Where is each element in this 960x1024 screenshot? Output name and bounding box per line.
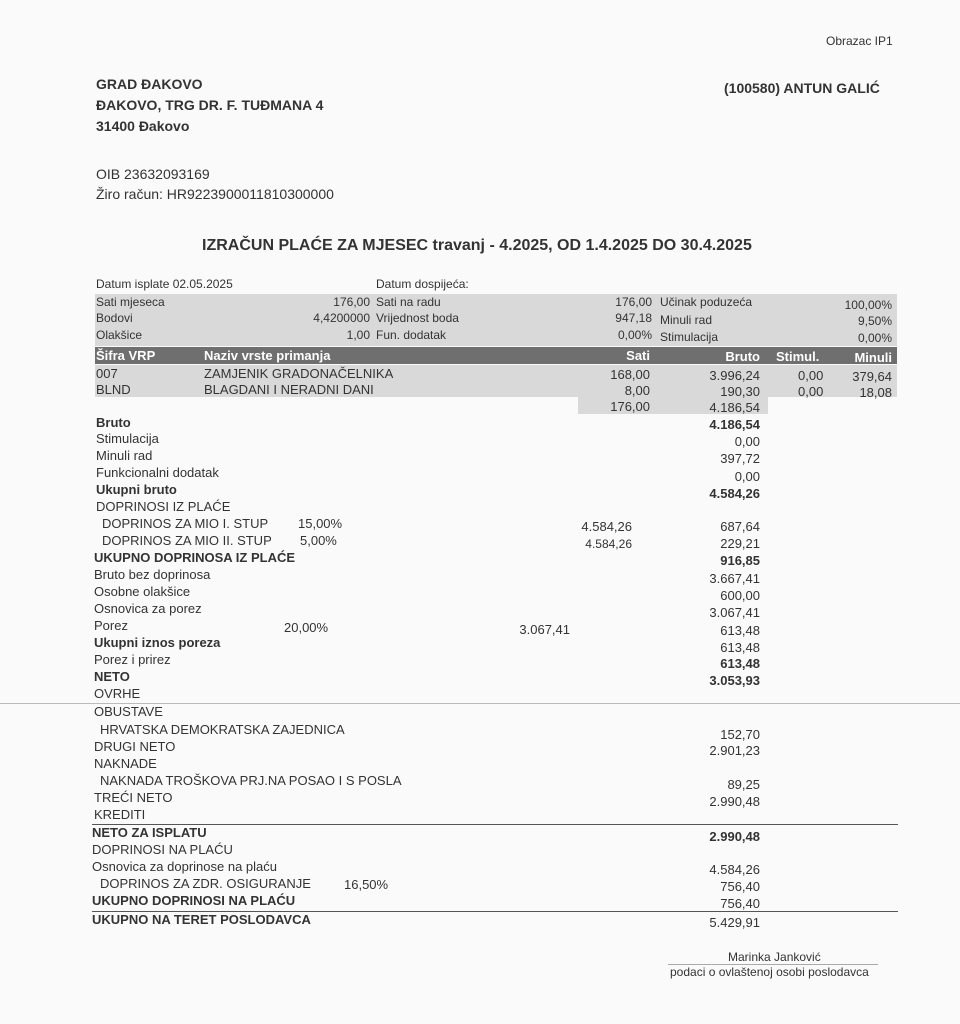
tax-base-label: Osnovica za porez (94, 601, 202, 616)
performance-label: Učinak poduzeća (660, 295, 753, 309)
points-label: Bodovi (96, 311, 133, 325)
row-gross: 3.996,24 (709, 368, 760, 383)
employer-iban: Žiro račun: HR9223900011810300000 (96, 186, 334, 202)
performance: 100,00% (844, 298, 892, 312)
employer-address: ĐAKOVO, TRG DR. F. TUĐMANA 4 (96, 97, 324, 113)
total-contributions-label: UKUPNO DOPRINOSA IZ PLAĆE (94, 550, 296, 565)
mio2-amount: 229,21 (720, 536, 760, 551)
hours-month: 176,00 (333, 295, 370, 309)
total-gross: 4.186,54 (709, 400, 760, 415)
info-shade (95, 294, 897, 346)
row-code: BLND (96, 382, 131, 397)
tax-surtax: 613,48 (720, 656, 760, 671)
stimulation-calc: 0,00 (734, 434, 760, 449)
total-contributions: 916,85 (720, 553, 760, 568)
total-employer-contrib-label: UKUPNO DOPRINOSI NA PLAĆU (92, 893, 296, 908)
employer-total: 5.429,91 (709, 915, 760, 930)
pay-date: Datum isplate 02.05.2025 (96, 277, 233, 291)
gross-label: Bruto (96, 415, 131, 430)
relief: 1,00 (346, 328, 370, 342)
employer-contrib-label: DOPRINOSI NA PLAĆU (92, 842, 233, 857)
signatory-name: Marinka Janković (728, 950, 821, 964)
tax-amount: 613,48 (720, 623, 760, 638)
health-contrib-rate: 16,50% (344, 877, 389, 892)
second-net: 2.901,23 (709, 743, 760, 758)
stimulation-label: Stimulacija (660, 330, 719, 344)
signatory-caption: podaci o ovlaštenoj osobi poslodavca (670, 965, 869, 979)
total-employer-contrib: 756,40 (720, 896, 760, 911)
employer-city: 31400 Đakovo (96, 118, 190, 134)
signature-line (668, 964, 878, 965)
gross-value: 4.186,54 (709, 417, 760, 432)
row-name: ZAMJENIK GRADONAČELNIKA (204, 366, 394, 381)
hours-month-label: Sati mjeseca (96, 295, 165, 309)
row-stimul: 0,00 (798, 368, 824, 383)
th-name: Naziv vrste primanja (204, 348, 331, 363)
row-name: BLAGDANI I NERADNI DANI (204, 382, 374, 397)
row-seniority: 379,64 (852, 369, 892, 384)
employer-oib: OIB 23632093169 (96, 166, 210, 182)
employer-total-label: UKUPNO NA TERET POSLODAVCA (92, 912, 311, 927)
seniority-calc-label: Minuli rad (96, 448, 153, 463)
contributions-label: DOPRINOSI IZ PLAĆE (96, 499, 231, 514)
health-contrib-label: DOPRINOS ZA ZDR. OSIGURANJE (100, 876, 311, 891)
contrib-base: 4.584,26 (709, 862, 760, 877)
row-seniority: 18,08 (859, 385, 892, 400)
functional-allowance: 0,00 (734, 469, 760, 484)
net-value: 3.053,93 (709, 673, 760, 688)
th-gross: Bruto (725, 349, 760, 364)
third-net: 2.990,48 (709, 794, 760, 809)
personal-relief: 600,00 (720, 588, 760, 603)
points: 4,4200000 (313, 311, 370, 325)
row-gross: 190,30 (720, 384, 760, 399)
mio2-label: DOPRINOS ZA MIO II. STUP (102, 533, 272, 548)
gross-without-contrib: 3.667,41 (709, 571, 760, 586)
tax-base-2: 3.067,41 (519, 622, 570, 637)
gross-without-contrib-label: Bruto bez doprinosa (94, 567, 211, 582)
point-value-label: Vrijednost boda (376, 311, 459, 325)
seniority: 9,50% (857, 314, 892, 328)
allowances-label: NAKNADE (94, 756, 157, 771)
employee-name: (100580) ANTUN GALIĆ (724, 80, 880, 96)
mio1-rate: 15,00% (298, 516, 343, 531)
personal-relief-label: Osobne olakšice (94, 584, 191, 599)
tax-label: Porez (94, 618, 128, 633)
health-contrib: 756,40 (720, 879, 760, 894)
mio2-base: 4.584,26 (585, 537, 632, 551)
form-code: Obrazac IP1 (826, 34, 893, 48)
enforcement-label: OVRHE (94, 686, 141, 701)
second-net-label: DRUGI NETO (94, 739, 176, 754)
mio1-label: DOPRINOS ZA MIO I. STUP (102, 516, 269, 531)
tax-rate: 20,00% (284, 620, 329, 635)
commute-amount: 89,25 (727, 777, 760, 792)
commute-label: NAKNADA TROŠKOVA PRJ.NA POSAO I S POSLA (100, 773, 402, 788)
loans-label: KREDITI (94, 807, 146, 822)
point-value: 947,18 (615, 311, 652, 325)
third-net-label: TREĆI NETO (94, 790, 173, 805)
mio1-base: 4.584,26 (581, 519, 632, 534)
row-code: 007 (96, 366, 118, 381)
th-stimul: Stimul. (776, 349, 820, 364)
total-gross-label: Ukupni bruto (96, 482, 177, 497)
hours-worked: 176,00 (615, 295, 652, 309)
hdz-amount: 152,70 (720, 727, 760, 742)
functional-allowance-label: Funkcionalni dodatak (96, 465, 219, 480)
page-title: IZRAČUN PLAĆE ZA MJESEC travanj - 4.2025, OD 1.4.2025 DO 30.4.2025 (202, 237, 752, 254)
tax-surtax-label: Porez i prirez (94, 652, 171, 667)
net-label: NETO (94, 669, 130, 684)
th-code: Šifra VRP (96, 348, 156, 363)
due-date: Datum dospijeća: (376, 277, 469, 291)
employer-name: GRAD ĐAKOVO (96, 76, 203, 92)
divider (92, 824, 898, 825)
net-payout-label: NETO ZA ISPLATU (92, 825, 207, 840)
th-seniority: Minuli (854, 350, 892, 365)
row-hours: 168,00 (610, 367, 650, 382)
hours-worked-label: Sati na radu (376, 295, 441, 309)
relief-label: Olakšice (96, 328, 143, 342)
total-tax-label: Ukupni iznos poreza (94, 635, 221, 650)
deductions-label: OBUSTAVE (94, 704, 163, 719)
stimulation-calc-label: Stimulacija (96, 431, 159, 446)
th-hours: Sati (626, 348, 650, 363)
fun-allowance-label: Fun. dodatak (376, 328, 447, 342)
seniority-label: Minuli rad (660, 313, 713, 327)
seniority-calc: 397,72 (720, 451, 760, 466)
net-payout: 2.990,48 (709, 829, 760, 844)
mio1-amount: 687,64 (720, 519, 760, 534)
stimulation: 0,00% (857, 331, 892, 345)
total-tax: 613,48 (720, 640, 760, 655)
tax-base: 3.067,41 (709, 605, 760, 620)
fun-allowance: 0,00% (617, 328, 652, 342)
contrib-base-label: Osnovica za doprinose na plaću (92, 859, 278, 874)
hdz-label: HRVATSKA DEMOKRATSKA ZAJEDNICA (100, 722, 345, 737)
total-hours: 176,00 (610, 399, 650, 414)
total-gross-value: 4.584,26 (709, 486, 760, 501)
row-hours: 8,00 (624, 383, 650, 398)
mio2-rate: 5,00% (300, 533, 337, 548)
row-stimul: 0,00 (798, 384, 824, 399)
